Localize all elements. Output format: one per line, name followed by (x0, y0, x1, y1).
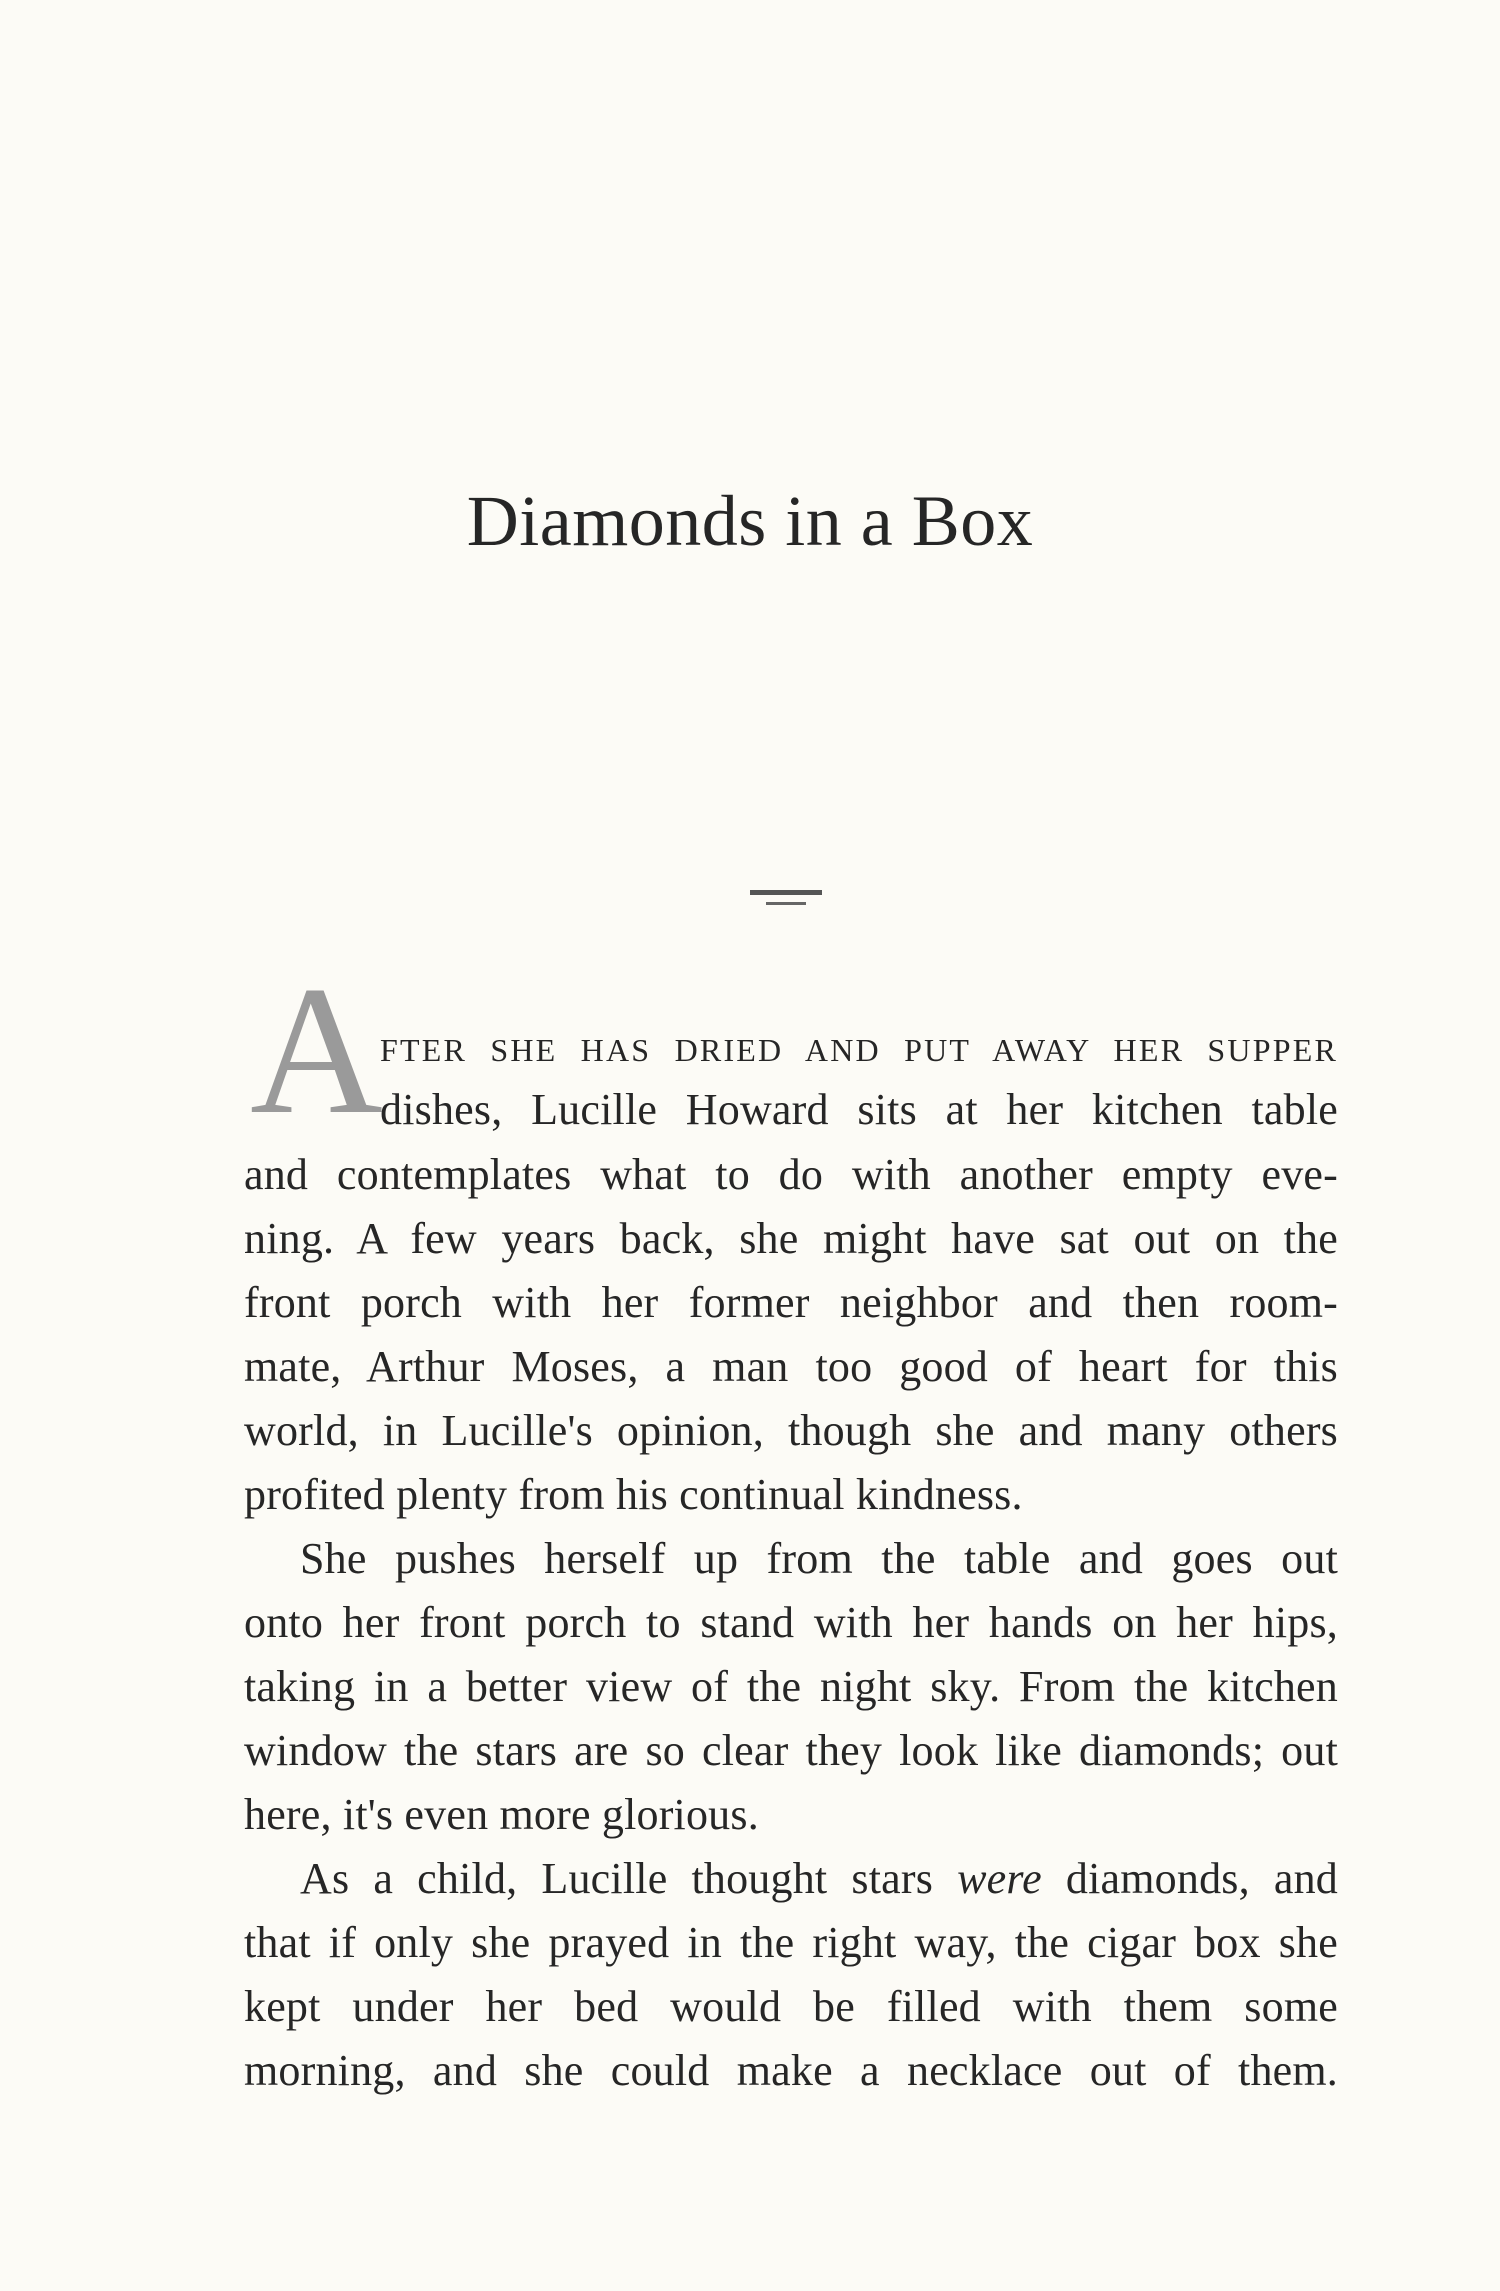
text-span: As a child, Lucille thought stars (300, 1854, 958, 1903)
text-line: profited plenty from his continual kindness. (244, 1470, 1023, 1519)
text-line: dishes, Lucille Howard sits at her kitchen table (380, 1085, 1338, 1134)
chapter-title: Diamonds in a Box (466, 481, 1034, 561)
text-line: window the stars are so clear they look like diamonds; out (244, 1726, 1338, 1775)
text-line: taking in a better view of the night sky. From the kitchen (244, 1662, 1338, 1711)
text-line: world, in Lucille's opinion, though she and many others (244, 1406, 1338, 1455)
text-line: ning. A few years back, she might have sat out on the (244, 1214, 1338, 1263)
drop-cap: A (250, 948, 383, 1152)
text-line: mate, Arthur Moses, a man too good of heart for this (244, 1342, 1338, 1391)
text-line: FTER SHE HAS DRIED AND PUT AWAY HER SUPPER (380, 1032, 1338, 1068)
text-line: here, it's even more glorious. (244, 1790, 759, 1839)
section-ornament (750, 888, 822, 910)
text-line: that if only she prayed in the right way, the cigar box she (244, 1918, 1338, 1967)
text-line: morning, and she could make a necklace out of them. (244, 2046, 1338, 2095)
emphasis-word: were (957, 1854, 1042, 1903)
text-line: kept under her bed would be filled with them some (244, 1982, 1338, 2031)
text-line: onto her front porch to stand with her hands on her hips, (244, 1598, 1338, 1647)
text-line: She pushes herself up from the table and goes out (300, 1534, 1338, 1583)
text-span: diamonds, and (1041, 1854, 1338, 1903)
text-line (300, 1854, 1338, 1904)
text-line: and contemplates what to do with another empty eve- (244, 1150, 1338, 1199)
text-line: front porch with her former neighbor and then room- (244, 1278, 1338, 1327)
